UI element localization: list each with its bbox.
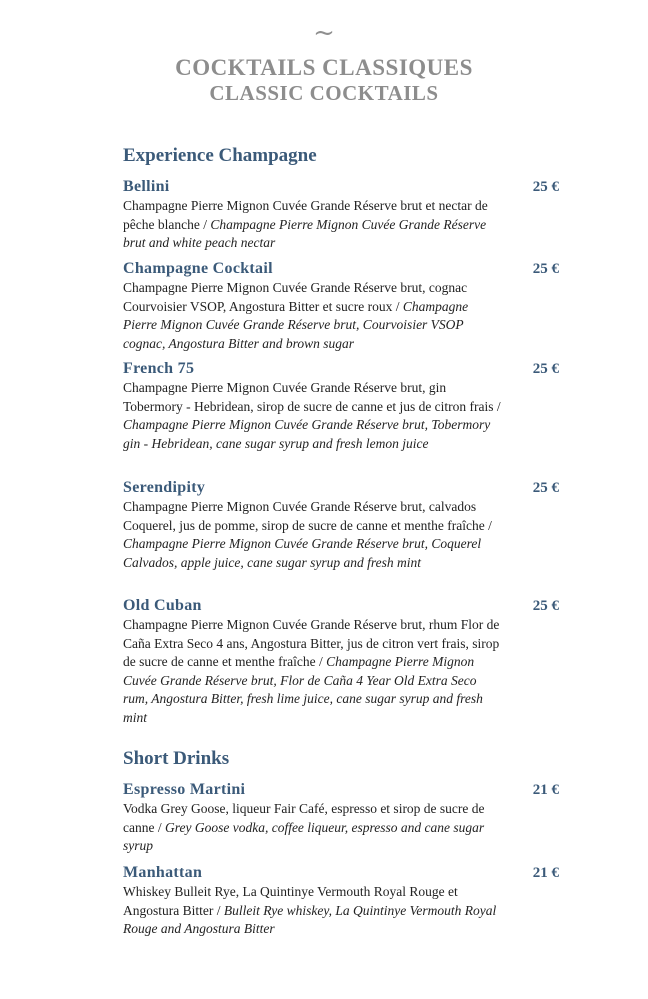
description-fr: Champagne Pierre Mignon Cuvée Grande Réserve brut, calvados Coquerel, jus de pomme, sirop de sucre de canne et menthe fraîche / <box>123 499 492 533</box>
description-en: Champagne Pierre Mignon Cuvée Grande Réserve brut, Tobermory gin - Hebridean, cane sugar syrup and fresh lemon juice <box>123 417 491 451</box>
item-description <box>123 883 503 939</box>
menu-item-espresso-martini <box>123 780 559 856</box>
item-price: 25 € <box>532 261 559 277</box>
item-name: Old Cuban <box>123 597 202 614</box>
description-fr: Whiskey Bulleit Rye, La Quintinye Vermouth Royal Rouge et Angostura Bitter / <box>123 884 458 918</box>
description-fr: Champagne Pierre Mignon Cuvée Grande Réserve brut et nectar de pêche blanche / <box>123 198 488 232</box>
description-en: Champagne Pierre Mignon Cuvée Grande Réserve brut and white peach nectar <box>123 216 487 250</box>
description-fr: Champagne Pierre Mignon Cuvée Grande Réserve brut, rhum Flor de Caña Extra Seco 4 ans, Angostura Bitter, jus de citron vert frais, sirop de sucre de canne et menthe fraîche / <box>123 617 500 669</box>
description-en: Champagne Pierre Mignon Cuvée Grande Réserve brut, Courvoisier VSOP cognac, Angostura Bitter and brown sugar <box>123 298 469 351</box>
menu-item-manhattan <box>123 863 559 939</box>
ornament-tilde: ~ <box>313 18 335 48</box>
item-name: Bellini <box>123 178 170 195</box>
description-fr: Champagne Pierre Mignon Cuvée Grande Réserve brut, gin Tobermory - Hebridean, sirop de sucre de canne et jus de citron frais / <box>123 380 501 414</box>
description-en: Bulleit Rye whiskey, La Quintinye Vermouth Royal Rouge and Angostura Bitter <box>123 902 497 936</box>
menu-item-champagne-cocktail <box>123 259 559 353</box>
description-en: Champagne Pierre Mignon Cuvée Grande Réserve brut, Coquerel Calvados, apple juice, cane sugar syrup and fresh mint <box>123 536 482 570</box>
item-name: Champagne Cocktail <box>123 260 273 277</box>
section-title-short-drinks: Short Drinks <box>123 748 230 769</box>
menu-item-old-cuban <box>123 596 559 727</box>
menu-item-serendipity <box>123 478 559 572</box>
page-title-fr: COCKTAILS CLASSIQUES <box>175 55 473 80</box>
item-name: French 75 <box>123 360 195 377</box>
description-en: Champagne Pierre Mignon Cuvée Grande Réserve brut, Flor de Caña 4 Year Old Extra Seco rum, Angostura Bitter, fresh lime juice, cane sugar syrup and fresh mint <box>123 654 483 725</box>
item-price: 25 € <box>532 361 559 377</box>
menu-item-bellini <box>123 177 559 253</box>
menu-item-french-75 <box>123 359 559 453</box>
item-description <box>123 498 503 572</box>
item-name: Manhattan <box>123 864 203 881</box>
item-description <box>123 379 503 453</box>
description-en: Grey Goose vodka, coffee liqueur, espresso and cane sugar syrup <box>123 819 485 853</box>
item-description <box>123 800 503 856</box>
item-name: Espresso Martini <box>123 781 246 798</box>
item-price: 25 € <box>532 480 559 496</box>
item-name: Serendipity <box>123 479 206 496</box>
description-fr: Vodka Grey Goose, liqueur Fair Café, espresso et sirop de sucre de canne / <box>123 801 485 835</box>
item-description <box>123 279 503 353</box>
item-description <box>123 197 503 253</box>
item-price: 21 € <box>532 782 559 798</box>
item-price: 25 € <box>532 598 559 614</box>
item-price: 25 € <box>532 179 559 195</box>
section-title-experience-champagne: Experience Champagne <box>123 145 317 166</box>
description-fr: Champagne Pierre Mignon Cuvée Grande Réserve brut, cognac Courvoisier VSOP, Angostura Bitter et sucre roux / <box>123 280 468 314</box>
item-price: 21 € <box>532 865 559 881</box>
item-description <box>123 616 503 727</box>
page-title-en: CLASSIC COCKTAILS <box>209 81 439 105</box>
